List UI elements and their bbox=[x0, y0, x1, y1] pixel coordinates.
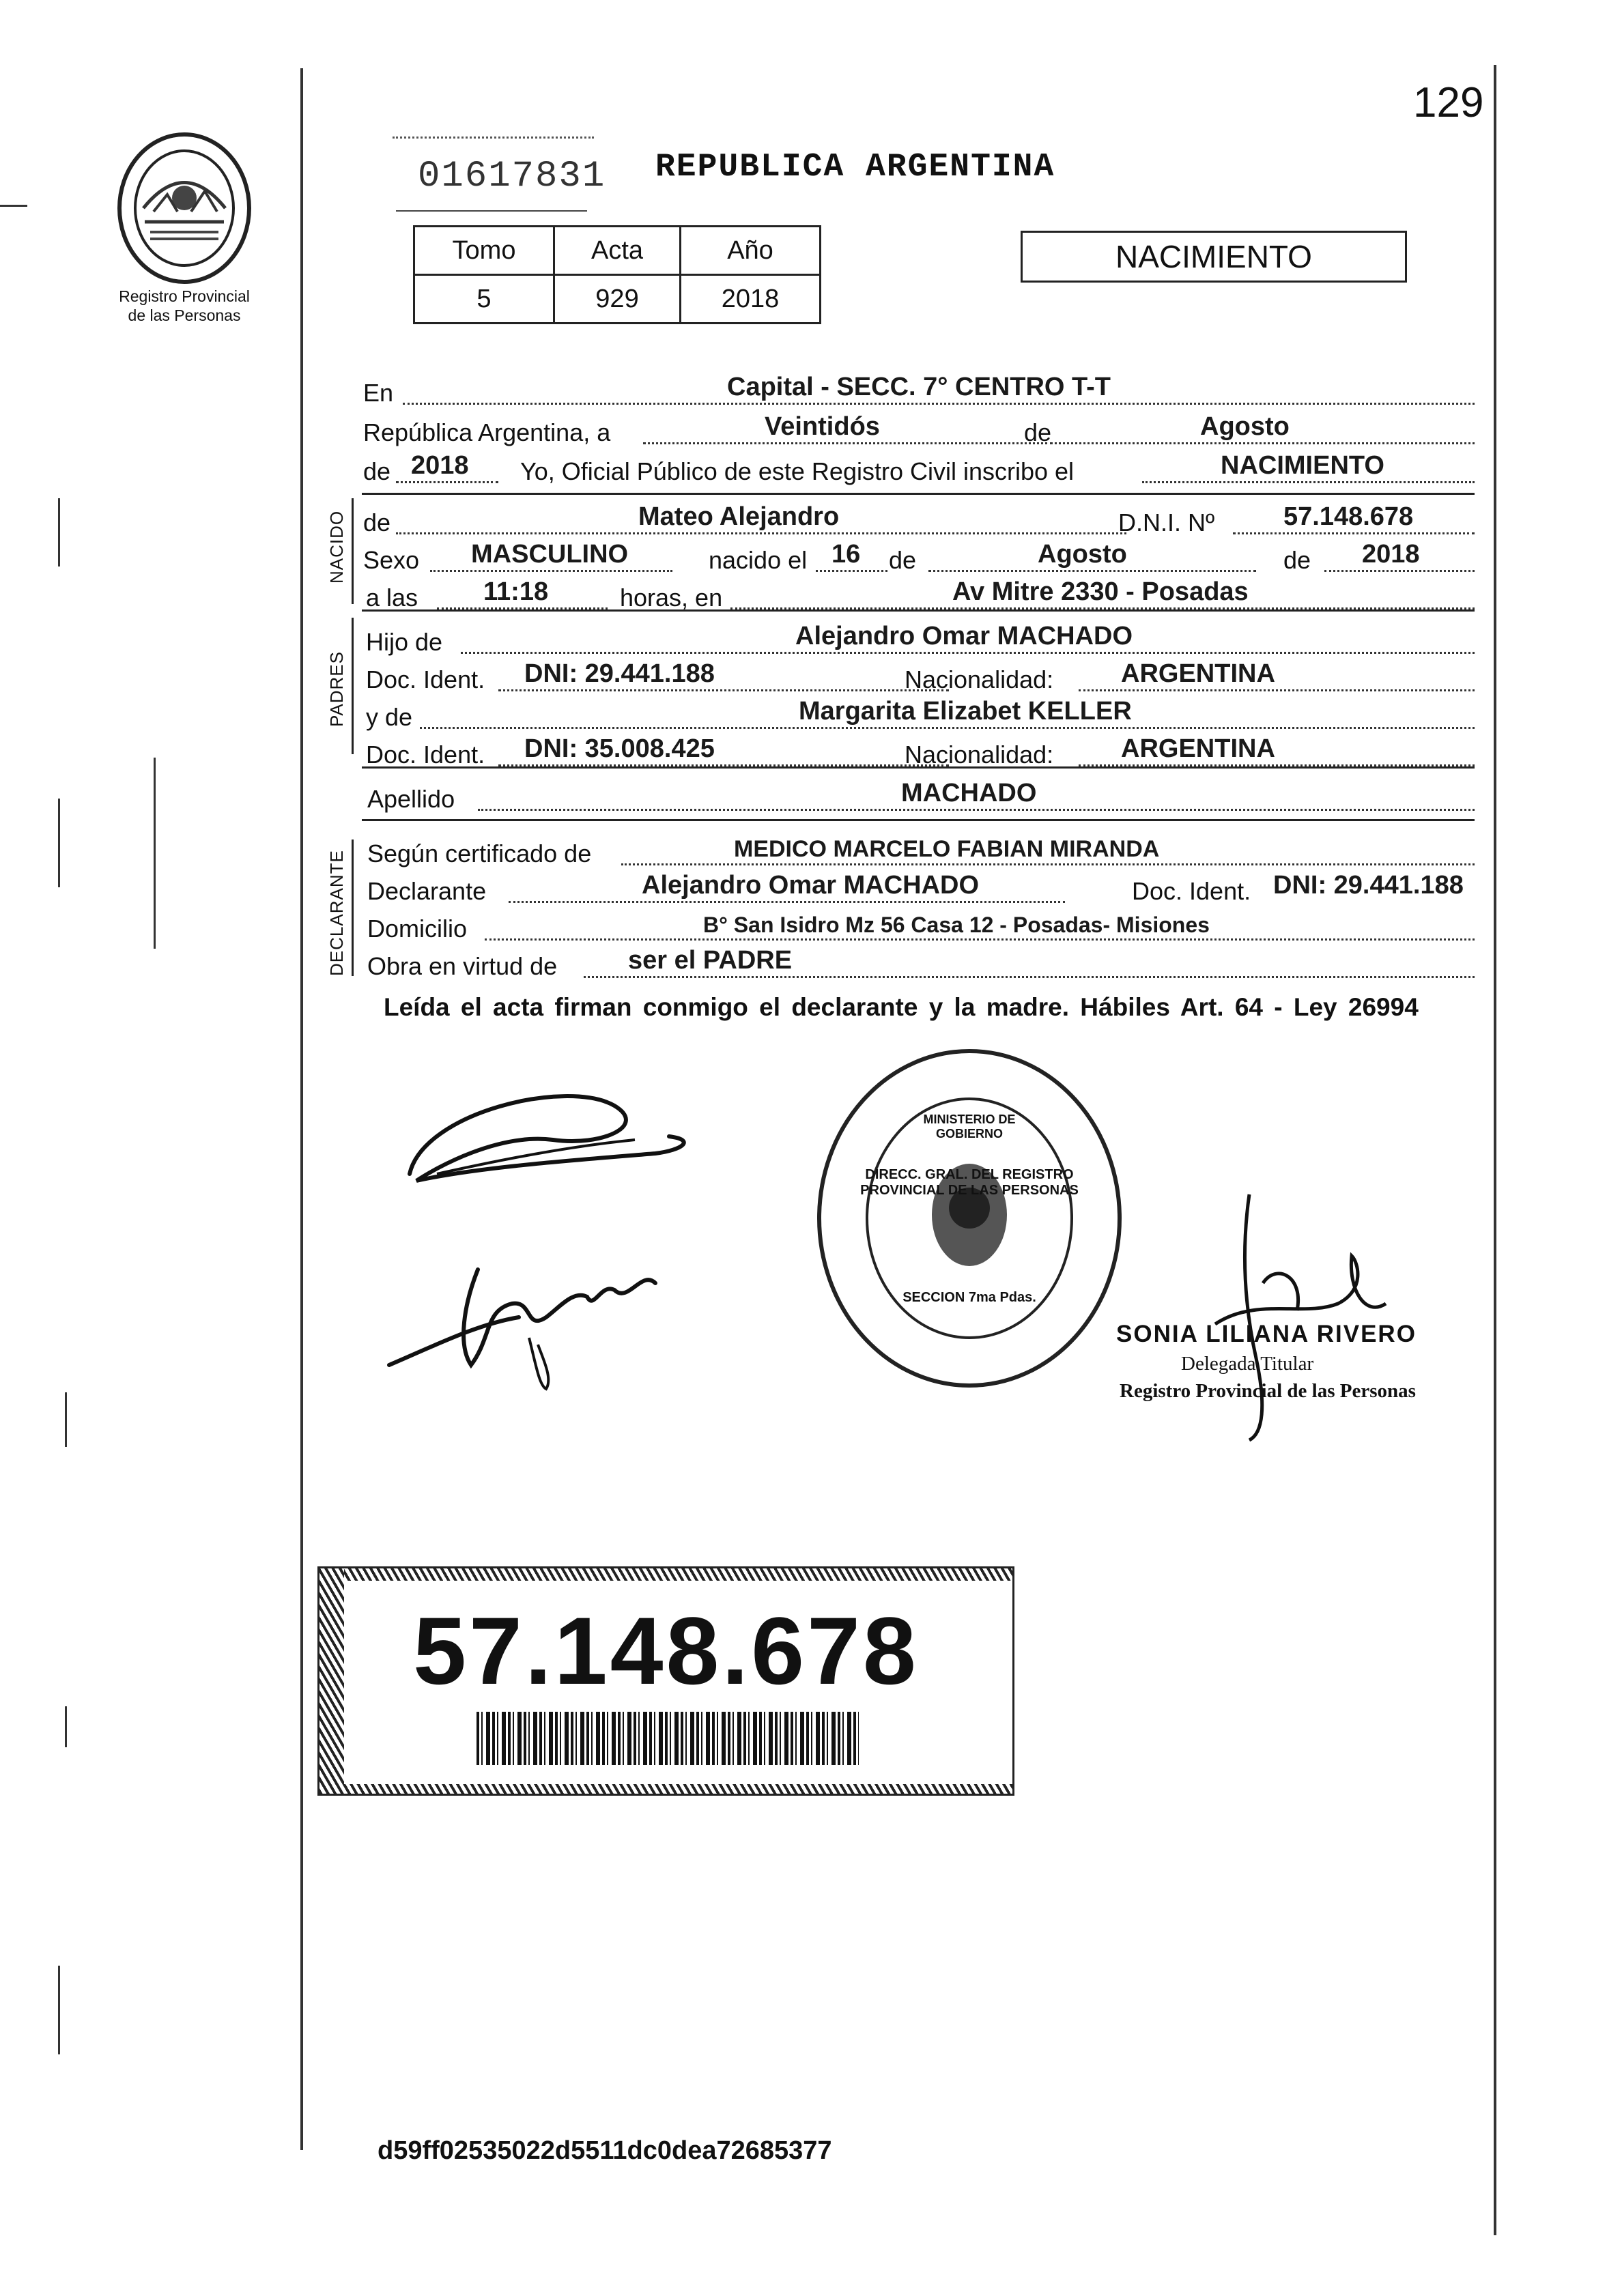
value-padre-nac: ARGENTINA bbox=[1121, 659, 1275, 688]
country-heading: REPUBLICA ARGENTINA bbox=[655, 149, 1055, 186]
stamp-inner-text: MINISTERIO DE GOBIERNO bbox=[923, 1113, 1016, 1140]
value-apellido: MACHADO bbox=[901, 779, 1037, 807]
label-de-anio: de bbox=[363, 457, 391, 485]
label-apellido: Apellido bbox=[367, 785, 455, 813]
row-sexo bbox=[362, 539, 1475, 577]
declarante-signature-icon bbox=[396, 1072, 710, 1208]
page-number: 129 bbox=[1413, 79, 1484, 126]
value-inscribe: NACIMIENTO bbox=[1221, 451, 1384, 480]
value-virtud: ser el PADRE bbox=[628, 946, 793, 975]
value-nombre: Mateo Alejandro bbox=[638, 502, 840, 531]
label-yo-oficial: Yo, Oficial Público de este Registro Civil inscribo el bbox=[520, 457, 1075, 485]
value-sexo: MASCULINO bbox=[471, 540, 629, 569]
label-de-nombre: de bbox=[363, 508, 391, 536]
scan-artifact bbox=[58, 1966, 60, 2054]
madre-signature-icon bbox=[382, 1242, 683, 1399]
official-name: SONIA LILIANA RIVERO bbox=[1116, 1321, 1417, 1347]
row-domicilio bbox=[362, 908, 1475, 946]
record-type-box: NACIMIENTO bbox=[1021, 231, 1407, 283]
stamp-outer-text: DIRECC. GRAL. DEL REGISTRO PROVINCIAL DE LAS PERSONAS bbox=[860, 1167, 1079, 1198]
label-virtud: Obra en virtud de bbox=[367, 952, 558, 980]
scan-artifact bbox=[0, 205, 27, 207]
registry-logo bbox=[102, 130, 266, 334]
official-title: Delegada Titular bbox=[1181, 1353, 1314, 1375]
label-madre-nac: Nacionalidad: bbox=[905, 741, 1054, 769]
label-en: En bbox=[363, 379, 394, 407]
row-madre bbox=[362, 696, 1475, 734]
value-lugar: Capital - SECC. 7° CENTRO T-T bbox=[727, 373, 1111, 401]
value-declarante-doc: DNI: 29.441.188 bbox=[1273, 871, 1464, 900]
barcode-number: 57.148.678 bbox=[413, 1597, 919, 1704]
label-de-mes: de bbox=[1024, 418, 1052, 446]
label-padre-doc: Doc. Ident. bbox=[366, 665, 485, 693]
value-acta: 929 bbox=[554, 275, 681, 324]
row-virtud bbox=[362, 945, 1475, 984]
official-signature-icon bbox=[1201, 1188, 1393, 1447]
value-madre: Margarita Elizabet KELLER bbox=[799, 697, 1132, 726]
label-y-de: y de bbox=[366, 703, 413, 731]
record-table bbox=[413, 225, 821, 324]
scan-artifact bbox=[154, 758, 156, 949]
row-declarante bbox=[362, 870, 1475, 908]
side-label-nacido: NACIDO bbox=[326, 510, 347, 584]
label-madre-doc: Doc. Ident. bbox=[366, 741, 485, 769]
side-label-padres: PADRES bbox=[326, 651, 347, 727]
scan-artifact bbox=[65, 1706, 67, 1747]
label-nacido-el: nacido el bbox=[709, 546, 808, 574]
nacido-bracket bbox=[352, 498, 354, 604]
label-certificado: Según certificado de bbox=[367, 840, 592, 867]
label-a-las: a las bbox=[366, 584, 418, 612]
row-nombre bbox=[362, 502, 1475, 540]
value-madre-nac: ARGENTINA bbox=[1121, 734, 1275, 763]
row-lugar bbox=[362, 372, 1475, 410]
row-apellido bbox=[362, 778, 1475, 816]
barcode bbox=[477, 1712, 859, 1765]
value-nac-dia: 16 bbox=[831, 540, 861, 569]
value-dia: Veintidós bbox=[765, 412, 880, 441]
value-domicilio: B° San Isidro Mz 56 Casa 12 - Posadas- Misiones bbox=[703, 913, 1210, 937]
section-divider bbox=[362, 766, 1475, 769]
value-nac-mes: Agosto bbox=[1038, 540, 1127, 569]
value-hora: 11:18 bbox=[483, 577, 549, 606]
row-fecha bbox=[362, 412, 1475, 450]
label-sexo: Sexo bbox=[363, 546, 420, 574]
row-inscribe bbox=[362, 450, 1475, 489]
label-republica: República Argentina, a bbox=[363, 418, 611, 446]
header-acta: Acta bbox=[554, 227, 681, 275]
logo-caption-line2: de las Personas bbox=[128, 306, 241, 324]
value-nac-anio: 2018 bbox=[1362, 540, 1420, 569]
province-seal-icon bbox=[102, 130, 266, 287]
row-padre bbox=[362, 621, 1475, 659]
serial-top-rule bbox=[393, 137, 594, 141]
serial-number: 01617831 bbox=[418, 156, 606, 197]
value-padre: Alejandro Omar MACHADO bbox=[795, 622, 1133, 650]
value-tomo: 5 bbox=[414, 275, 554, 324]
value-mes: Agosto bbox=[1200, 412, 1290, 441]
label-de-nac-mes: de bbox=[889, 546, 917, 574]
closing-text: Leída el acta firman conmigo el declarante y la madre. Hábiles Art. 64 - Ley 26994 bbox=[384, 993, 1419, 1021]
stamp-bottom-text: SECCION 7ma Pdas. bbox=[902, 1290, 1036, 1305]
label-dni: D.N.I. Nº bbox=[1118, 508, 1215, 536]
right-margin-line bbox=[1494, 65, 1496, 2235]
value-anio: 2018 bbox=[411, 451, 469, 480]
header-tomo: Tomo bbox=[414, 227, 554, 275]
section-divider bbox=[362, 609, 1475, 612]
value-declarante: Alejandro Omar MACHADO bbox=[642, 871, 980, 900]
barcode-label bbox=[317, 1566, 1014, 1796]
row-padre-doc bbox=[362, 659, 1475, 697]
serial-underline bbox=[396, 210, 587, 212]
value-padre-doc: DNI: 29.441.188 bbox=[524, 659, 715, 688]
official-stamp bbox=[812, 1044, 1126, 1392]
scan-artifact bbox=[58, 498, 60, 566]
stamp-seal-icon bbox=[812, 1044, 1126, 1392]
logo-caption-line1: Registro Provincial bbox=[119, 287, 250, 305]
label-declarante: Declarante bbox=[367, 877, 487, 905]
official-office: Registro Provincial de las Personas bbox=[1120, 1380, 1416, 1402]
label-declarante-doc: Doc. Ident. bbox=[1132, 877, 1251, 905]
label-hatch-top bbox=[319, 1568, 1012, 1581]
scan-artifact bbox=[65, 1392, 67, 1447]
row-certificado bbox=[362, 833, 1475, 871]
value-anio: 2018 bbox=[681, 275, 821, 324]
scan-artifact bbox=[58, 799, 60, 887]
declarante-bracket bbox=[352, 840, 354, 976]
side-label-declarante: DECLARANTE bbox=[326, 850, 347, 976]
label-horas-en: horas, en bbox=[620, 584, 723, 612]
label-hijo-de: Hijo de bbox=[366, 628, 443, 656]
value-certificado: MEDICO MARCELO FABIAN MIRANDA bbox=[734, 836, 1160, 862]
label-padre-nac: Nacionalidad: bbox=[905, 665, 1054, 693]
label-domicilio: Domicilio bbox=[367, 915, 468, 943]
left-margin-line bbox=[300, 68, 303, 2150]
value-lugar-nac: Av Mitre 2330 - Posadas bbox=[952, 577, 1249, 606]
label-de-nac-anio: de bbox=[1283, 546, 1311, 574]
document-hash: d59ff02535022d5511dc0dea72685377 bbox=[378, 2136, 832, 2165]
value-dni: 57.148.678 bbox=[1283, 502, 1414, 531]
header-anio: Año bbox=[681, 227, 821, 275]
padres-bracket bbox=[352, 618, 354, 754]
label-hatch-bottom bbox=[319, 1784, 1012, 1794]
section-divider bbox=[362, 493, 1475, 495]
section-divider bbox=[362, 819, 1475, 821]
value-madre-doc: DNI: 35.008.425 bbox=[524, 734, 715, 763]
